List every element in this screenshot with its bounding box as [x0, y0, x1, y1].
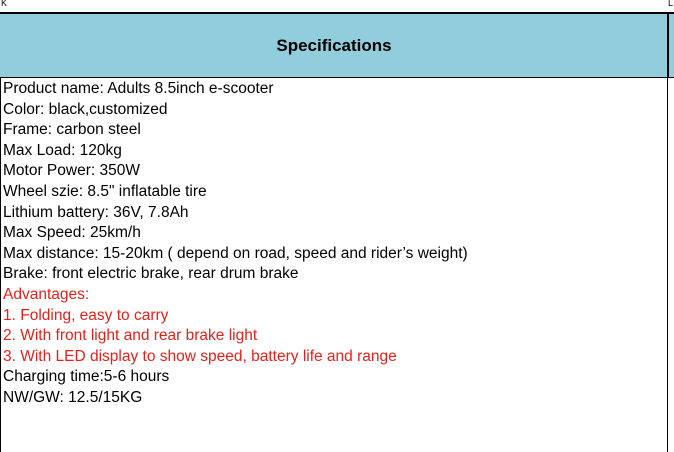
spec-line: Lithium battery: 36V, 7.8Ah [3, 203, 189, 221]
specifications-header-row[interactable] [0, 12, 674, 78]
spec-line: Charging time:5-6 hours [3, 368, 170, 386]
spec-line: Product name: Adults 8.5inch e-scooter [3, 80, 274, 97]
header-adjacent-cell[interactable] [667, 14, 674, 77]
spec-line: Motor Power: 350W [3, 162, 140, 180]
spec-line: Color: black,customized [3, 100, 168, 118]
spec-line: Brake: front electric brake, rear drum brake [3, 265, 299, 283]
advantage-line: 2. With front light and rear brake light [3, 327, 258, 345]
specifications-title: Specifications [276, 36, 392, 55]
spec-line: Max Load: 120kg [3, 141, 122, 159]
column-letter-k: K [1, 0, 8, 8]
spec-list [3, 79, 468, 409]
spec-line: Frame: carbon steel [3, 121, 141, 139]
advantage-line: 3. With LED display to show speed, battery life and range [3, 347, 397, 365]
advantage-line: 1. Folding, easy to carry [3, 306, 169, 324]
spec-line: Wheel szie: 8.5" inflatable tire [3, 182, 207, 200]
spec-line: NW/GW: 12.5/15KG [3, 388, 143, 406]
adjacent-cell[interactable] [667, 78, 674, 452]
spec-line: Max Speed: 25km/h [3, 224, 141, 242]
spec-line: Max distance: 15-20km ( depend on road, speed and rider’s weight) [3, 244, 468, 262]
column-letter-l: L [668, 0, 674, 8]
advantage-line: Advantages: [3, 285, 90, 303]
